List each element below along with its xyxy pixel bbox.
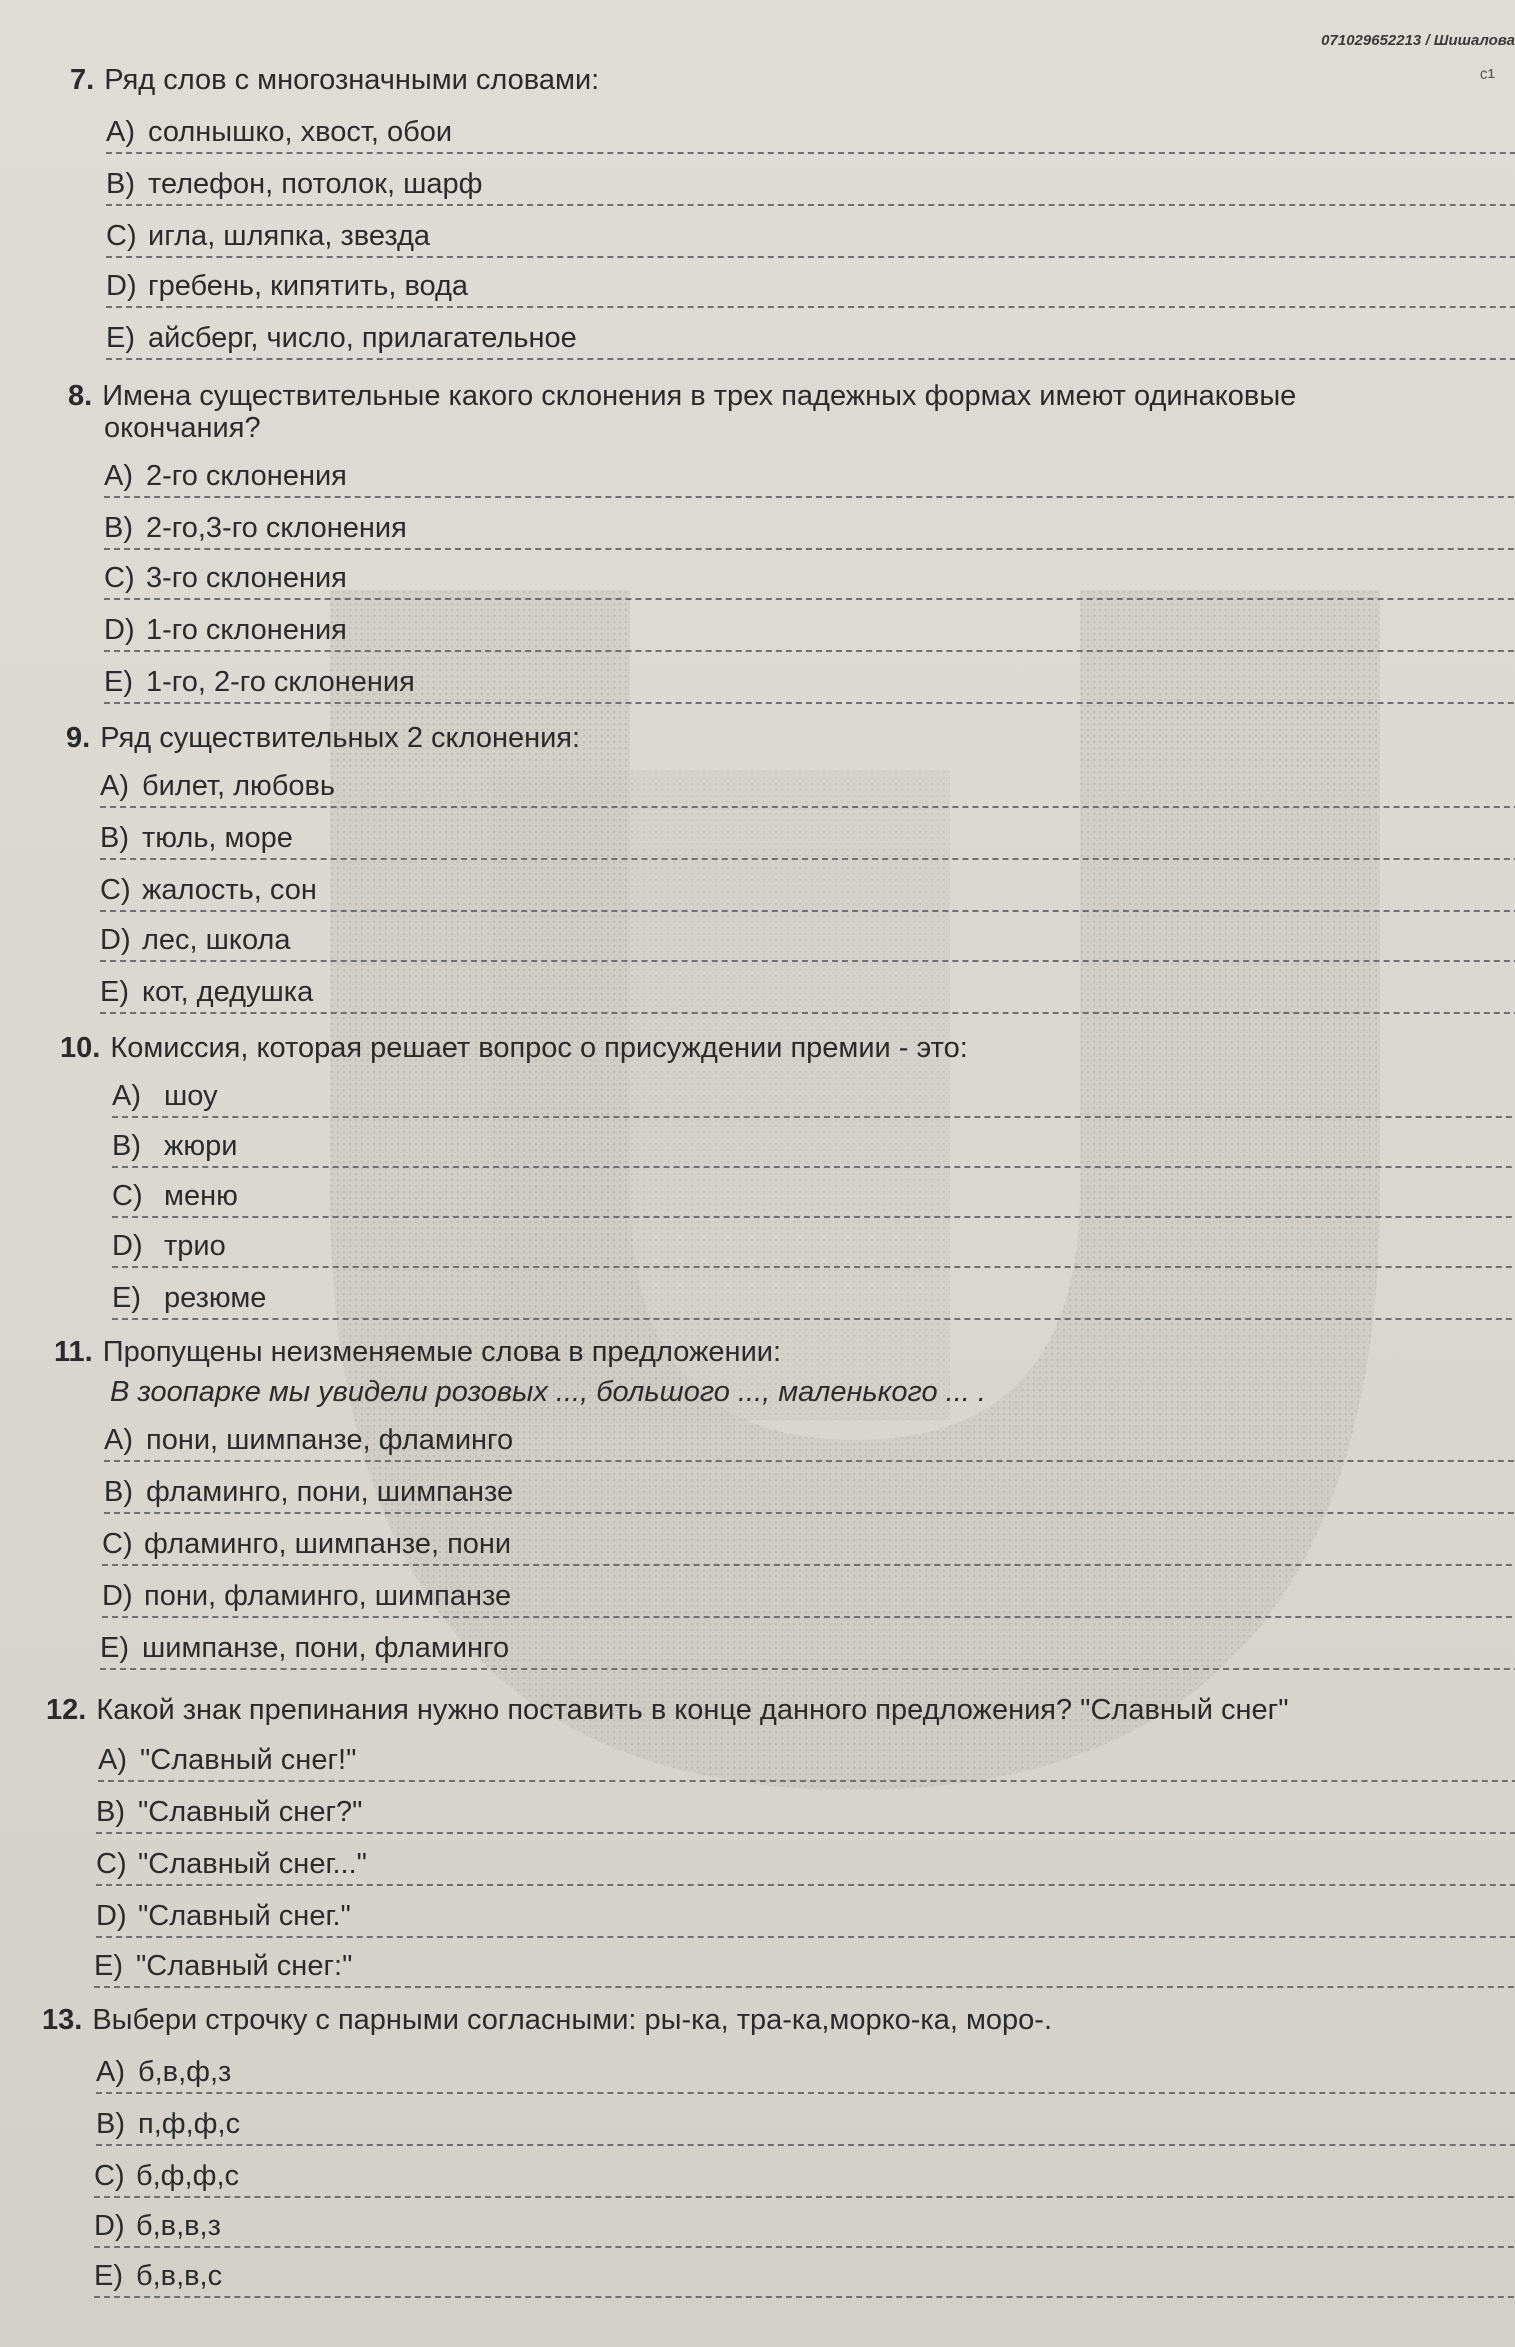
question-number: 13. xyxy=(42,2004,83,2036)
option-letter: E) xyxy=(106,322,135,354)
option-a[interactable] xyxy=(96,2052,1515,2094)
option-letter: E) xyxy=(112,1282,141,1314)
option-letter: E) xyxy=(100,976,129,1008)
option-letter: B) xyxy=(100,822,129,854)
question-number: 11. xyxy=(54,1336,93,1368)
option-letter: C) xyxy=(94,2160,125,2192)
question-text-continued: окончания? xyxy=(104,412,261,444)
option-text: пони, шимпанзе, фламинго xyxy=(146,1424,514,1456)
option-c[interactable] xyxy=(106,216,1515,258)
option-text: "Славный снег?" xyxy=(138,1796,363,1828)
option-text: б,в,в,с xyxy=(136,2260,223,2292)
question-text: Имена существительные какого склонения в трех падежных формах имеют одинаковые xyxy=(102,380,1297,412)
option-b[interactable] xyxy=(104,508,1515,550)
option-c[interactable] xyxy=(104,558,1515,600)
question-text: Ряд слов с многозначными словами: xyxy=(104,64,600,96)
question-title xyxy=(60,1032,968,1064)
question-title xyxy=(42,2004,1052,2036)
question-number: 7. xyxy=(70,64,95,96)
option-letter: A) xyxy=(106,116,135,148)
option-letter: C) xyxy=(112,1180,143,1212)
question-sentence: В зоопарке мы увидели розовых ..., большого ..., маленького ... . xyxy=(110,1376,986,1408)
option-letter: D) xyxy=(100,924,131,956)
question-title xyxy=(68,380,1296,412)
option-text: айсберг, число, прилагательное xyxy=(148,322,577,354)
option-d[interactable] xyxy=(102,1576,1515,1618)
option-c[interactable] xyxy=(94,2156,1515,2198)
option-b[interactable] xyxy=(100,818,1515,860)
option-text: билет, любовь xyxy=(142,770,336,802)
option-text: фламинго, шимпанзе, пони xyxy=(144,1528,512,1560)
question-text: Выбери строчку с парными согласными: ры-ка, тра-ка,морко-ка, моро-. xyxy=(92,2004,1053,2036)
option-letter: E) xyxy=(94,1950,123,1982)
option-e[interactable] xyxy=(112,1278,1515,1320)
option-text: "Славный снег:" xyxy=(136,1950,353,1982)
question-text: Какой знак препинания нужно поставить в конце данного предложения? "Славный снег" xyxy=(96,1694,1289,1726)
option-text: б,в,в,з xyxy=(136,2210,221,2242)
option-text: "Славный снег." xyxy=(138,1900,351,1932)
option-d[interactable] xyxy=(104,610,1515,652)
question-number: 10. xyxy=(60,1032,101,1064)
option-e[interactable] xyxy=(106,318,1515,360)
option-letter: B) xyxy=(96,1796,125,1828)
option-a[interactable] xyxy=(98,1740,1515,1782)
option-text: шоу xyxy=(164,1080,218,1112)
option-letter: B) xyxy=(112,1130,141,1162)
question-title xyxy=(66,722,580,754)
option-letter: A) xyxy=(98,1744,127,1776)
option-letter: E) xyxy=(100,1632,129,1664)
option-text: "Славный снег..." xyxy=(138,1848,367,1880)
option-text: п,ф,ф,с xyxy=(138,2108,241,2140)
option-text: резюме xyxy=(164,1282,267,1314)
option-letter: B) xyxy=(104,512,133,544)
option-text: тюль, море xyxy=(142,822,293,854)
option-d[interactable] xyxy=(94,2206,1515,2248)
option-text: лес, школа xyxy=(142,924,291,956)
question-title xyxy=(46,1694,1289,1726)
option-letter: A) xyxy=(100,770,129,802)
option-d[interactable] xyxy=(106,266,1515,308)
option-letter: C) xyxy=(104,562,135,594)
option-letter: B) xyxy=(96,2108,125,2140)
option-letter: B) xyxy=(106,168,135,200)
option-a[interactable] xyxy=(100,766,1515,808)
option-letter: A) xyxy=(112,1080,141,1112)
option-e[interactable] xyxy=(100,972,1515,1014)
option-b[interactable] xyxy=(96,1792,1515,1834)
question-text: Пропущены неизменяемые слова в предложении: xyxy=(102,1336,782,1368)
option-letter: A) xyxy=(96,2056,125,2088)
option-letter: C) xyxy=(106,220,137,252)
option-text: шимпанзе, пони, фламинго xyxy=(142,1632,510,1664)
option-letter: C) xyxy=(96,1848,127,1880)
option-e[interactable] xyxy=(94,2256,1515,2298)
option-text: 1-го склонения xyxy=(146,614,347,646)
option-text: б,ф,ф,с xyxy=(136,2160,240,2192)
option-text: 1-го, 2-го склонения xyxy=(146,666,415,698)
option-e[interactable] xyxy=(100,1628,1515,1670)
option-text: 2-го,3-го склонения xyxy=(146,512,407,544)
option-letter: B) xyxy=(104,1476,133,1508)
question-number: 12. xyxy=(46,1694,87,1726)
option-letter: A) xyxy=(104,1424,133,1456)
question-text: Комиссия, которая решает вопрос о присуждении премии - это: xyxy=(110,1032,968,1064)
option-letter: E) xyxy=(94,2260,123,2292)
option-b[interactable] xyxy=(112,1126,1515,1168)
option-text: 3-го склонения xyxy=(146,562,347,594)
option-letter: D) xyxy=(106,270,137,302)
option-text: пони, фламинго, шимпанзе xyxy=(144,1580,512,1612)
option-e[interactable] xyxy=(94,1946,1515,1988)
option-d[interactable] xyxy=(100,920,1515,962)
option-a[interactable] xyxy=(106,112,1515,154)
option-text: 2-го склонения xyxy=(146,460,347,492)
option-letter: A) xyxy=(104,460,133,492)
option-text: игла, шляпка, звезда xyxy=(148,220,431,252)
question-title xyxy=(54,1336,781,1368)
option-text: "Славный снег!" xyxy=(140,1744,357,1776)
option-letter: D) xyxy=(102,1580,133,1612)
option-e[interactable] xyxy=(104,662,1515,704)
option-letter: E) xyxy=(104,666,133,698)
option-text: жюри xyxy=(164,1130,238,1162)
option-letter: D) xyxy=(112,1230,143,1262)
option-text: жалость, сон xyxy=(142,874,317,906)
option-b[interactable] xyxy=(96,2104,1515,2146)
option-text: солнышко, хвост, обои xyxy=(148,116,453,148)
option-c[interactable] xyxy=(100,870,1515,912)
document-code: 071029652213 / Шишалова xyxy=(1321,32,1515,49)
option-letter: D) xyxy=(94,2210,125,2242)
option-a[interactable] xyxy=(104,456,1515,498)
option-a[interactable] xyxy=(104,1420,1515,1462)
option-letter: C) xyxy=(102,1528,133,1560)
option-b[interactable] xyxy=(106,164,1515,206)
option-text: трио xyxy=(164,1230,226,1262)
question-title xyxy=(70,64,599,96)
question-number: 9. xyxy=(66,722,91,754)
option-c[interactable] xyxy=(96,1844,1515,1886)
option-letter: C) xyxy=(100,874,131,906)
option-text: кот, дедушка xyxy=(142,976,314,1008)
question-number: 8. xyxy=(68,380,93,412)
option-b[interactable] xyxy=(104,1472,1515,1514)
option-text: б,в,ф,з xyxy=(138,2056,232,2088)
option-text: гребень, кипятить, вода xyxy=(148,270,469,302)
option-c[interactable] xyxy=(102,1524,1515,1566)
option-letter: D) xyxy=(104,614,135,646)
option-d[interactable] xyxy=(112,1226,1515,1268)
pencil-mark: ᶜ¹ xyxy=(1479,64,1495,89)
option-letter: D) xyxy=(96,1900,127,1932)
option-text: фламинго, пони, шимпанзе xyxy=(146,1476,514,1508)
question-text: Ряд существительных 2 склонения: xyxy=(100,722,581,754)
option-text: меню xyxy=(164,1180,238,1212)
option-c[interactable] xyxy=(112,1176,1515,1218)
option-d[interactable] xyxy=(96,1896,1515,1938)
option-text: телефон, потолок, шарф xyxy=(148,168,483,200)
option-a[interactable] xyxy=(112,1076,1515,1118)
